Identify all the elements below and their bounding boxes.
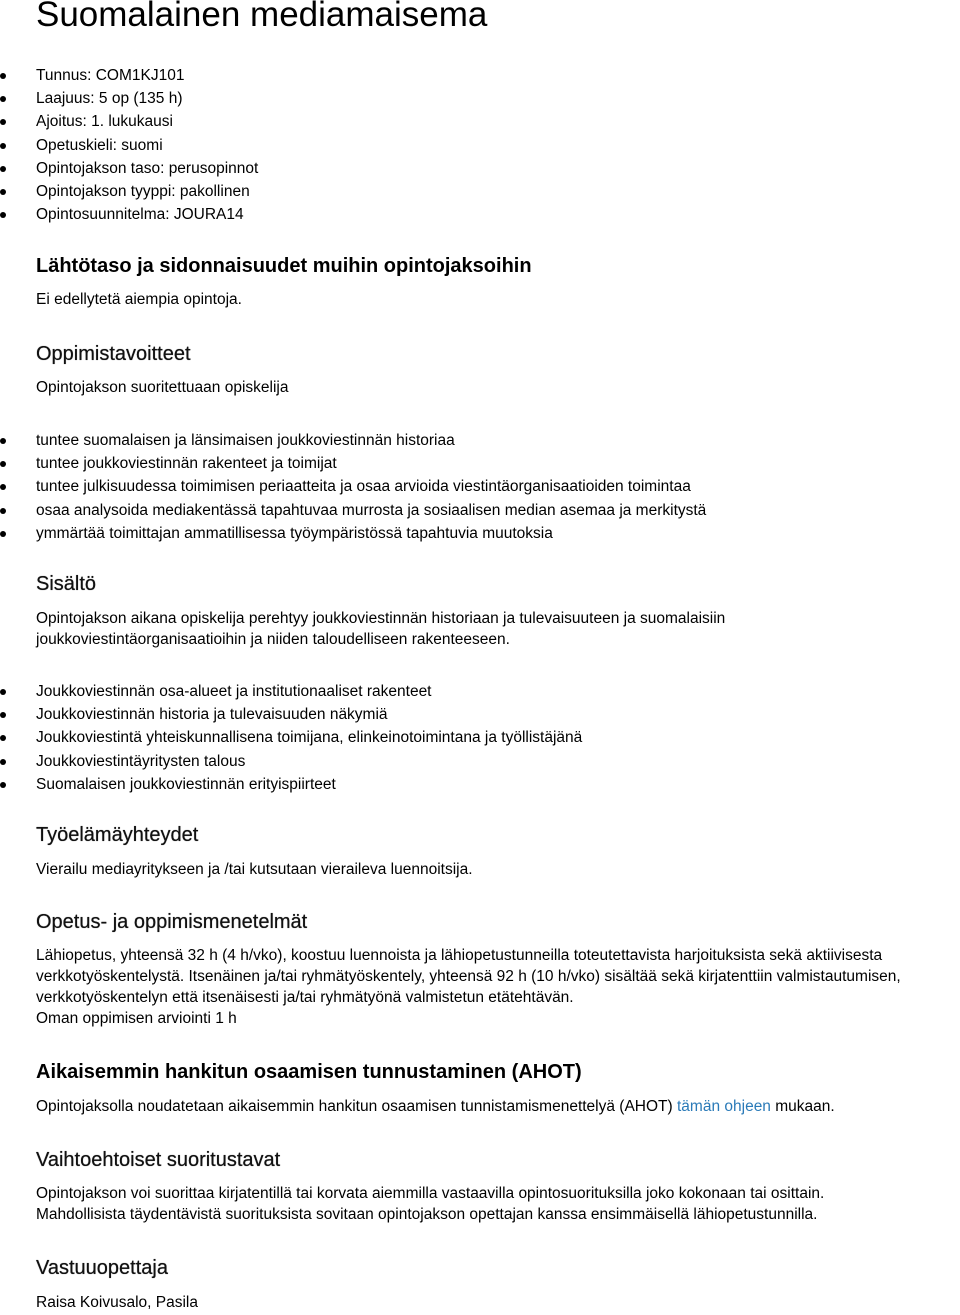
bullet-icon <box>0 166 6 172</box>
methods-text-line: Oman oppimisen arviointi 1 h <box>36 1010 237 1027</box>
document-title: Suomalainen mediamaisema <box>36 0 488 34</box>
recognition-text: Opintojaksolla noudatetaan aikaisemmin hankitun osaamisen tunnistamismenettelyä (AHOT) tämän ohjeen mukaan. <box>36 1098 835 1115</box>
guide-link[interactable]: tämän ohjeen <box>677 1098 771 1115</box>
bullet-icon <box>0 96 6 102</box>
list-item: Tunnus: COM1KJ101 <box>0 64 258 87</box>
bullet-icon <box>0 508 6 514</box>
list-item: Opintojakson tyyppi: pakollinen <box>0 180 258 203</box>
content-text-line: joukkoviestintäorganisaatioihin ja niiden taloudelliseen rakenteeseen. <box>36 631 510 648</box>
bullet-icon <box>0 712 6 718</box>
working-life-text: Vierailu mediayritykseen ja /tai kutsutaan vieraileva luennoitsija. <box>36 861 473 878</box>
list-item: Opintosuunnitelma: JOURA14 <box>0 203 258 226</box>
bullet-icon <box>0 73 6 79</box>
list-item: Joukkoviestinnän osa-alueet ja institutionaaliset rakenteet <box>0 680 582 703</box>
teacher-text: Raisa Koivusalo, Pasila <box>36 1294 198 1311</box>
list-item: tuntee suomalaisen ja länsimaisen joukkoviestinnän historiaa <box>0 429 706 452</box>
bullet-icon <box>0 119 6 125</box>
bullet-icon <box>0 143 6 149</box>
teacher-heading: Vastuuopettaja <box>36 1257 168 1279</box>
content-list <box>0 680 582 796</box>
methods-text-line: verkkotyöskentelyn että itsenäisesti ja/tai ryhmätyönä valmistetun etätehtävän. <box>36 989 574 1006</box>
bullet-icon <box>0 438 6 444</box>
objectives-intro: Opintojakson suoritettuaan opiskelija <box>36 379 289 396</box>
bullet-icon <box>0 531 6 537</box>
bullet-icon <box>0 189 6 195</box>
recognition-heading: Aikaisemmin hankitun osaamisen tunnustaminen (AHOT) <box>36 1061 582 1083</box>
prerequisites-heading: Lähtötaso ja sidonnaisuudet muihin opintojaksoihin <box>36 255 532 277</box>
alternatives-text-line: Opintojakson voi suorittaa kirjatentillä tai korvata aiemmilla vastaavilla opintosuorituksilla joko kokonaan tai osittain. <box>36 1185 825 1202</box>
list-item: Ajoitus: 1. lukukausi <box>0 110 258 133</box>
list-item: osaa analysoida mediakentässä tapahtuvaa murrosta ja sosiaalisen median asemaa ja merkitystä <box>0 499 706 522</box>
list-item: Opetuskieli: suomi <box>0 134 258 157</box>
prerequisites-text: Ei edellytetä aiempia opintoja. <box>36 291 242 308</box>
content-heading: Sisältö <box>36 573 97 595</box>
bullet-icon <box>0 484 6 490</box>
list-item: Laajuus: 5 op (135 h) <box>0 87 258 110</box>
list-item: Joukkoviestintä yhteiskunnallisena toimijana, elinkeinotoimintana ja työllistäjänä <box>0 726 582 749</box>
bullet-icon <box>0 689 6 695</box>
working-life-heading: Työelämäyhteydet <box>36 824 199 846</box>
bullet-icon <box>0 461 6 467</box>
methods-heading: Opetus- ja oppimismenetelmät <box>36 911 308 933</box>
list-item: Joukkoviestintäyritysten talous <box>0 750 582 773</box>
objectives-list <box>0 429 706 545</box>
list-item: ymmärtää toimittajan ammatillisessa työympäristössä tapahtuvia muutoksia <box>0 522 706 545</box>
bullet-icon <box>0 212 6 218</box>
list-item: Opintojakson taso: perusopinnot <box>0 157 258 180</box>
methods-text-line: Lähiopetus, yhteensä 32 h (4 h/vko), koostuu luennoista ja lähiopetustunneilla toteutettavista harjoituksista sekä aktiivisesta <box>36 947 883 964</box>
list-item: tuntee julkisuudessa toimimisen periaatteita ja osaa arvioida viestintäorganisaatioiden toimintaa <box>0 475 706 498</box>
list-item: Suomalaisen joukkoviestinnän erityispiirteet <box>0 773 582 796</box>
course-info-list <box>0 64 258 226</box>
list-item: Joukkoviestinnän historia ja tulevaisuuden näkymiä <box>0 703 582 726</box>
alternatives-text-line: Mahdollisista täydentävistä suorituksista sovitaan opintojakson opettajan kanssa ensimmäisellä lähiopetustunnilla. <box>36 1206 818 1223</box>
bullet-icon <box>0 759 6 765</box>
content-text-line: Opintojakson aikana opiskelija perehtyy joukkoviestinnän historiaan ja tulevaisuuteen ja suomalaisiin <box>36 610 726 627</box>
bullet-icon <box>0 782 6 788</box>
list-item: tuntee joukkoviestinnän rakenteet ja toimijat <box>0 452 706 475</box>
bullet-icon <box>0 735 6 741</box>
objectives-heading: Oppimistavoitteet <box>36 343 191 365</box>
alternatives-heading: Vaihtoehtoiset suoritustavat <box>36 1149 281 1171</box>
methods-text-line: verkkotyöskentelystä. Itsenäinen ja/tai ryhmätyöskentely, yhteensä 92 h (10 h/vko) sisältää sekä kirjatenttiin valmistautumisen, <box>36 968 901 985</box>
